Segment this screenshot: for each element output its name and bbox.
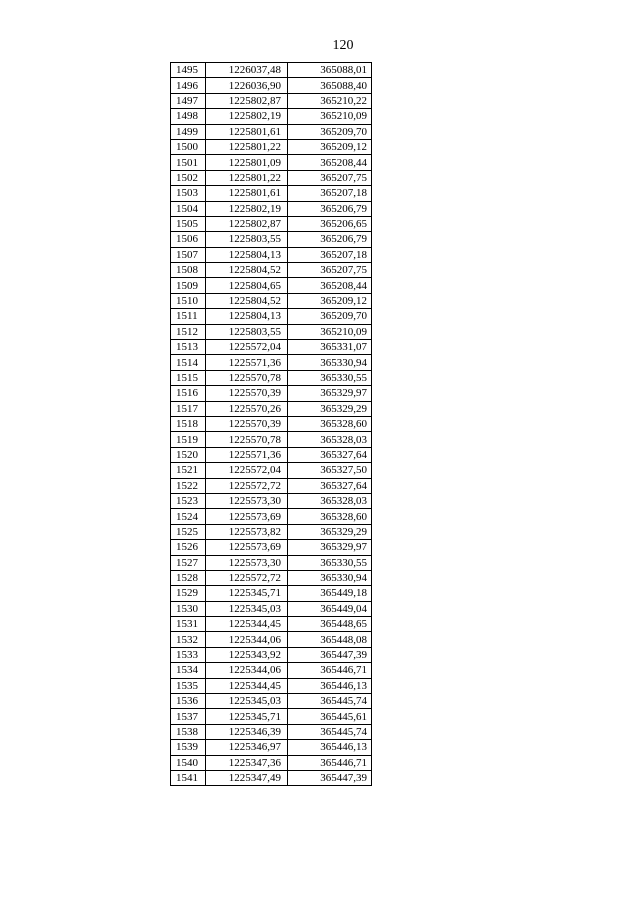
x-coordinate-cell: 1225346,39 bbox=[206, 724, 288, 739]
y-coordinate-cell: 365329,29 bbox=[288, 524, 372, 539]
point-number-cell: 1540 bbox=[171, 755, 206, 770]
table-row bbox=[171, 216, 372, 231]
y-coordinate-cell: 365207,75 bbox=[288, 263, 372, 278]
y-coordinate-cell: 365446,71 bbox=[288, 755, 372, 770]
table-row bbox=[171, 694, 372, 709]
table-row bbox=[171, 416, 372, 431]
x-coordinate-cell: 1225572,04 bbox=[206, 463, 288, 478]
point-number-cell: 1519 bbox=[171, 432, 206, 447]
y-coordinate-cell: 365445,61 bbox=[288, 709, 372, 724]
y-coordinate-cell: 365207,18 bbox=[288, 186, 372, 201]
point-number-cell: 1536 bbox=[171, 694, 206, 709]
table-row bbox=[171, 647, 372, 662]
table-row bbox=[171, 586, 372, 601]
point-number-cell: 1499 bbox=[171, 124, 206, 139]
table-row bbox=[171, 124, 372, 139]
point-number-cell: 1522 bbox=[171, 478, 206, 493]
x-coordinate-cell: 1225573,30 bbox=[206, 555, 288, 570]
x-coordinate-cell: 1225573,69 bbox=[206, 540, 288, 555]
x-coordinate-cell: 1225570,39 bbox=[206, 386, 288, 401]
point-number-cell: 1502 bbox=[171, 170, 206, 185]
point-number-cell: 1525 bbox=[171, 524, 206, 539]
table-row bbox=[171, 155, 372, 170]
table-row bbox=[171, 709, 372, 724]
point-number-cell: 1529 bbox=[171, 586, 206, 601]
point-number-cell: 1500 bbox=[171, 139, 206, 154]
point-number-cell: 1513 bbox=[171, 340, 206, 355]
point-number-cell: 1497 bbox=[171, 93, 206, 108]
x-coordinate-cell: 1225345,71 bbox=[206, 709, 288, 724]
x-coordinate-cell: 1225571,36 bbox=[206, 447, 288, 462]
point-number-cell: 1535 bbox=[171, 678, 206, 693]
x-coordinate-cell: 1225347,36 bbox=[206, 755, 288, 770]
coordinates-table-body bbox=[171, 63, 372, 786]
table-row bbox=[171, 770, 372, 785]
y-coordinate-cell: 365330,94 bbox=[288, 355, 372, 370]
table-row bbox=[171, 740, 372, 755]
table-row bbox=[171, 139, 372, 154]
point-number-cell: 1507 bbox=[171, 247, 206, 262]
point-number-cell: 1534 bbox=[171, 663, 206, 678]
point-number-cell: 1520 bbox=[171, 447, 206, 462]
y-coordinate-cell: 365447,39 bbox=[288, 647, 372, 662]
page-number: 120 bbox=[332, 38, 354, 53]
point-number-cell: 1530 bbox=[171, 601, 206, 616]
x-coordinate-cell: 1225801,09 bbox=[206, 155, 288, 170]
coordinates-table bbox=[170, 62, 372, 786]
y-coordinate-cell: 365206,79 bbox=[288, 232, 372, 247]
point-number-cell: 1517 bbox=[171, 401, 206, 416]
x-coordinate-cell: 1225570,39 bbox=[206, 416, 288, 431]
y-coordinate-cell: 365328,60 bbox=[288, 509, 372, 524]
y-coordinate-cell: 365445,74 bbox=[288, 694, 372, 709]
point-number-cell: 1515 bbox=[171, 370, 206, 385]
x-coordinate-cell: 1225345,03 bbox=[206, 694, 288, 709]
point-number-cell: 1537 bbox=[171, 709, 206, 724]
y-coordinate-cell: 365207,18 bbox=[288, 247, 372, 262]
y-coordinate-cell: 365331,07 bbox=[288, 340, 372, 355]
y-coordinate-cell: 365210,09 bbox=[288, 109, 372, 124]
table-row bbox=[171, 386, 372, 401]
x-coordinate-cell: 1225344,06 bbox=[206, 632, 288, 647]
table-row bbox=[171, 463, 372, 478]
table-row bbox=[171, 63, 372, 78]
table-row bbox=[171, 309, 372, 324]
table-row bbox=[171, 232, 372, 247]
x-coordinate-cell: 1225571,36 bbox=[206, 355, 288, 370]
y-coordinate-cell: 365446,13 bbox=[288, 740, 372, 755]
x-coordinate-cell: 1225803,55 bbox=[206, 324, 288, 339]
point-number-cell: 1533 bbox=[171, 647, 206, 662]
table-row bbox=[171, 247, 372, 262]
point-number-cell: 1524 bbox=[171, 509, 206, 524]
x-coordinate-cell: 1225804,52 bbox=[206, 293, 288, 308]
y-coordinate-cell: 365329,29 bbox=[288, 401, 372, 416]
table-row bbox=[171, 632, 372, 647]
y-coordinate-cell: 365207,75 bbox=[288, 170, 372, 185]
x-coordinate-cell: 1225573,69 bbox=[206, 509, 288, 524]
table-row bbox=[171, 663, 372, 678]
point-number-cell: 1516 bbox=[171, 386, 206, 401]
y-coordinate-cell: 365449,18 bbox=[288, 586, 372, 601]
y-coordinate-cell: 365448,65 bbox=[288, 617, 372, 632]
point-number-cell: 1505 bbox=[171, 216, 206, 231]
x-coordinate-cell: 1225570,78 bbox=[206, 370, 288, 385]
x-coordinate-cell: 1225344,45 bbox=[206, 678, 288, 693]
x-coordinate-cell: 1225804,13 bbox=[206, 247, 288, 262]
x-coordinate-cell: 1226037,48 bbox=[206, 63, 288, 78]
x-coordinate-cell: 1225803,55 bbox=[206, 232, 288, 247]
table-row bbox=[171, 355, 372, 370]
x-coordinate-cell: 1225570,78 bbox=[206, 432, 288, 447]
x-coordinate-cell: 1225573,30 bbox=[206, 493, 288, 508]
x-coordinate-cell: 1225804,13 bbox=[206, 309, 288, 324]
point-number-cell: 1532 bbox=[171, 632, 206, 647]
table-row bbox=[171, 755, 372, 770]
point-number-cell: 1504 bbox=[171, 201, 206, 216]
table-row bbox=[171, 278, 372, 293]
point-number-cell: 1503 bbox=[171, 186, 206, 201]
y-coordinate-cell: 365209,12 bbox=[288, 293, 372, 308]
table-row bbox=[171, 601, 372, 616]
x-coordinate-cell: 1225801,61 bbox=[206, 186, 288, 201]
x-coordinate-cell: 1225572,04 bbox=[206, 340, 288, 355]
table-row bbox=[171, 293, 372, 308]
table-row bbox=[171, 340, 372, 355]
table-row bbox=[171, 555, 372, 570]
y-coordinate-cell: 365329,97 bbox=[288, 540, 372, 555]
x-coordinate-cell: 1225804,52 bbox=[206, 263, 288, 278]
x-coordinate-cell: 1225347,49 bbox=[206, 770, 288, 785]
point-number-cell: 1514 bbox=[171, 355, 206, 370]
x-coordinate-cell: 1225345,03 bbox=[206, 601, 288, 616]
point-number-cell: 1523 bbox=[171, 493, 206, 508]
y-coordinate-cell: 365206,65 bbox=[288, 216, 372, 231]
point-number-cell: 1528 bbox=[171, 570, 206, 585]
y-coordinate-cell: 365088,01 bbox=[288, 63, 372, 78]
y-coordinate-cell: 365445,74 bbox=[288, 724, 372, 739]
y-coordinate-cell: 365330,55 bbox=[288, 370, 372, 385]
y-coordinate-cell: 365329,97 bbox=[288, 386, 372, 401]
x-coordinate-cell: 1226036,90 bbox=[206, 78, 288, 93]
table-row bbox=[171, 678, 372, 693]
point-number-cell: 1498 bbox=[171, 109, 206, 124]
point-number-cell: 1539 bbox=[171, 740, 206, 755]
point-number-cell: 1506 bbox=[171, 232, 206, 247]
point-number-cell: 1521 bbox=[171, 463, 206, 478]
point-number-cell: 1512 bbox=[171, 324, 206, 339]
x-coordinate-cell: 1225801,61 bbox=[206, 124, 288, 139]
table-row bbox=[171, 324, 372, 339]
table-row bbox=[171, 201, 372, 216]
point-number-cell: 1541 bbox=[171, 770, 206, 785]
x-coordinate-cell: 1225802,87 bbox=[206, 216, 288, 231]
x-coordinate-cell: 1225801,22 bbox=[206, 170, 288, 185]
x-coordinate-cell: 1225570,26 bbox=[206, 401, 288, 416]
table-row bbox=[171, 617, 372, 632]
x-coordinate-cell: 1225801,22 bbox=[206, 139, 288, 154]
table-row bbox=[171, 493, 372, 508]
y-coordinate-cell: 365209,70 bbox=[288, 309, 372, 324]
table-row bbox=[171, 447, 372, 462]
table-row bbox=[171, 478, 372, 493]
x-coordinate-cell: 1225346,97 bbox=[206, 740, 288, 755]
y-coordinate-cell: 365446,71 bbox=[288, 663, 372, 678]
table-row bbox=[171, 78, 372, 93]
y-coordinate-cell: 365328,03 bbox=[288, 432, 372, 447]
x-coordinate-cell: 1225344,45 bbox=[206, 617, 288, 632]
y-coordinate-cell: 365330,94 bbox=[288, 570, 372, 585]
y-coordinate-cell: 365328,03 bbox=[288, 493, 372, 508]
table-row bbox=[171, 109, 372, 124]
x-coordinate-cell: 1225804,65 bbox=[206, 278, 288, 293]
x-coordinate-cell: 1225345,71 bbox=[206, 586, 288, 601]
table-row bbox=[171, 509, 372, 524]
table-row bbox=[171, 524, 372, 539]
y-coordinate-cell: 365447,39 bbox=[288, 770, 372, 785]
point-number-cell: 1526 bbox=[171, 540, 206, 555]
y-coordinate-cell: 365208,44 bbox=[288, 155, 372, 170]
table-row bbox=[171, 370, 372, 385]
point-number-cell: 1538 bbox=[171, 724, 206, 739]
y-coordinate-cell: 365210,22 bbox=[288, 93, 372, 108]
table-row bbox=[171, 724, 372, 739]
point-number-cell: 1510 bbox=[171, 293, 206, 308]
table-row bbox=[171, 432, 372, 447]
x-coordinate-cell: 1225344,06 bbox=[206, 663, 288, 678]
y-coordinate-cell: 365088,40 bbox=[288, 78, 372, 93]
y-coordinate-cell: 365209,12 bbox=[288, 139, 372, 154]
y-coordinate-cell: 365327,50 bbox=[288, 463, 372, 478]
y-coordinate-cell: 365210,09 bbox=[288, 324, 372, 339]
y-coordinate-cell: 365446,13 bbox=[288, 678, 372, 693]
x-coordinate-cell: 1225572,72 bbox=[206, 478, 288, 493]
point-number-cell: 1527 bbox=[171, 555, 206, 570]
point-number-cell: 1508 bbox=[171, 263, 206, 278]
y-coordinate-cell: 365330,55 bbox=[288, 555, 372, 570]
y-coordinate-cell: 365449,04 bbox=[288, 601, 372, 616]
table-row bbox=[171, 401, 372, 416]
x-coordinate-cell: 1225343,92 bbox=[206, 647, 288, 662]
y-coordinate-cell: 365327,64 bbox=[288, 478, 372, 493]
point-number-cell: 1495 bbox=[171, 63, 206, 78]
y-coordinate-cell: 365328,60 bbox=[288, 416, 372, 431]
table-row bbox=[171, 570, 372, 585]
x-coordinate-cell: 1225802,19 bbox=[206, 109, 288, 124]
table-row bbox=[171, 263, 372, 278]
x-coordinate-cell: 1225573,82 bbox=[206, 524, 288, 539]
table-row bbox=[171, 540, 372, 555]
y-coordinate-cell: 365327,64 bbox=[288, 447, 372, 462]
point-number-cell: 1518 bbox=[171, 416, 206, 431]
table-row bbox=[171, 170, 372, 185]
point-number-cell: 1501 bbox=[171, 155, 206, 170]
x-coordinate-cell: 1225572,72 bbox=[206, 570, 288, 585]
point-number-cell: 1511 bbox=[171, 309, 206, 324]
table-row bbox=[171, 186, 372, 201]
y-coordinate-cell: 365209,70 bbox=[288, 124, 372, 139]
y-coordinate-cell: 365208,44 bbox=[288, 278, 372, 293]
point-number-cell: 1531 bbox=[171, 617, 206, 632]
y-coordinate-cell: 365206,79 bbox=[288, 201, 372, 216]
point-number-cell: 1509 bbox=[171, 278, 206, 293]
point-number-cell: 1496 bbox=[171, 78, 206, 93]
table-row bbox=[171, 93, 372, 108]
x-coordinate-cell: 1225802,87 bbox=[206, 93, 288, 108]
x-coordinate-cell: 1225802,19 bbox=[206, 201, 288, 216]
y-coordinate-cell: 365448,08 bbox=[288, 632, 372, 647]
